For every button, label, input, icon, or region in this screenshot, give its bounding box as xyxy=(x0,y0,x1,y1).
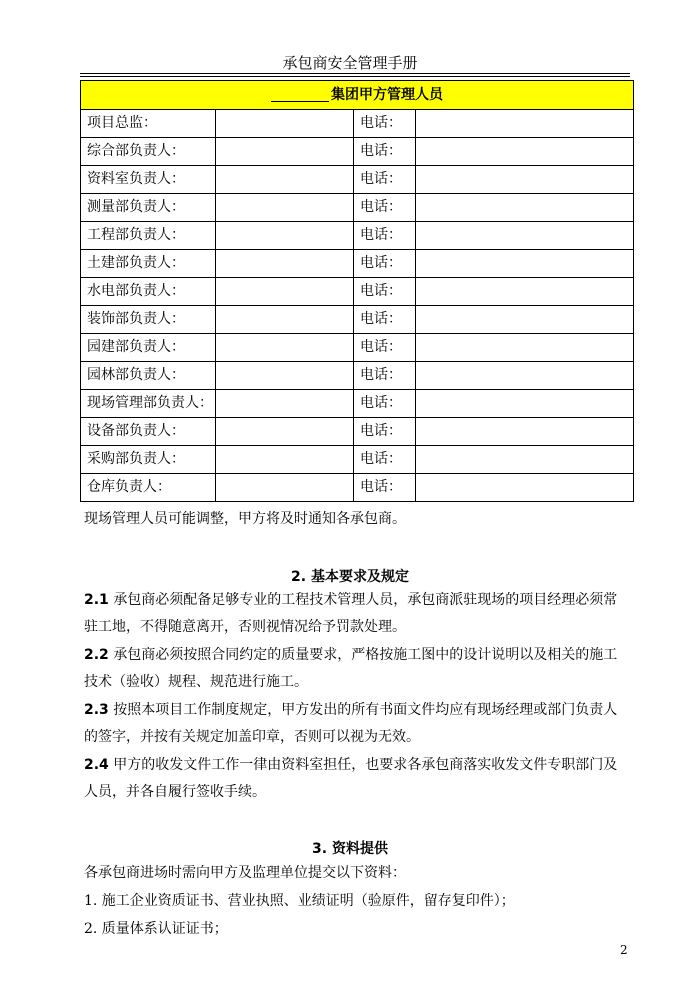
role-label: 项目总监： xyxy=(81,110,216,138)
role-label: 综合部负责人： xyxy=(81,138,216,166)
item-text: 承包商必须配备足够专业的工程技术管理人员，承包商派驻现场的项目经理必须常 xyxy=(113,592,618,608)
header-rule xyxy=(80,73,630,74)
item-2-3-line1 xyxy=(84,701,634,719)
name-cell xyxy=(216,306,354,334)
item-text: 甲方的收发文件工作一律由资料室担任，也要求各承包商落实收发文件专职部门及 xyxy=(113,757,618,773)
phone-cell xyxy=(416,446,634,474)
table-row xyxy=(81,250,634,278)
item-number: 2.4 xyxy=(84,757,109,773)
name-cell xyxy=(216,250,354,278)
item-text: 按照本项目工作制度规定，甲方发出的所有书面文件均应有现场经理或部门负责人 xyxy=(113,702,618,718)
phone-cell xyxy=(416,390,634,418)
phone-label: 电话： xyxy=(354,250,416,278)
item-2-2-line1 xyxy=(84,646,634,664)
management-staff-table xyxy=(80,80,634,502)
role-label: 工程部负责人： xyxy=(81,222,216,250)
name-cell xyxy=(216,446,354,474)
item-2-3-line2: 的签字，并按有关规定加盖印章，否则可以视为无效。 xyxy=(84,729,420,745)
table-row xyxy=(81,474,634,502)
list-item: 2. 质量体系认证证书； xyxy=(84,921,228,937)
item-text: 承包商必须按照合同约定的质量要求，严格按施工图中的设计说明以及相关的施工 xyxy=(113,647,618,663)
phone-label: 电话： xyxy=(354,474,416,502)
table-title-cell xyxy=(81,81,634,110)
phone-label: 电话： xyxy=(354,362,416,390)
phone-label: 电话： xyxy=(354,306,416,334)
page-header-title: 承包商安全管理手册 xyxy=(282,54,418,72)
section-3-intro: 各承包商进场时需向甲方及监理单位提交以下资料： xyxy=(84,865,406,881)
role-label: 资料室负责人： xyxy=(81,166,216,194)
phone-cell xyxy=(416,222,634,250)
table-row xyxy=(81,278,634,306)
phone-label: 电话： xyxy=(354,222,416,250)
table-row xyxy=(81,222,634,250)
table-header-row xyxy=(81,81,634,110)
table-row xyxy=(81,418,634,446)
item-2-1-line1 xyxy=(84,591,634,609)
phone-cell xyxy=(416,110,634,138)
name-cell xyxy=(216,362,354,390)
name-cell xyxy=(216,222,354,250)
item-number: 2.3 xyxy=(84,702,109,718)
phone-label: 电话： xyxy=(354,334,416,362)
name-cell xyxy=(216,110,354,138)
table-row xyxy=(81,166,634,194)
name-cell xyxy=(216,390,354,418)
name-cell xyxy=(216,418,354,446)
phone-label: 电话： xyxy=(354,278,416,306)
phone-label: 电话： xyxy=(354,166,416,194)
table-row xyxy=(81,334,634,362)
phone-label: 电话： xyxy=(354,390,416,418)
item-number: 2.1 xyxy=(84,592,109,608)
item-2-4-line1 xyxy=(84,756,634,774)
role-label: 水电部负责人： xyxy=(81,278,216,306)
table-title: 集团甲方管理人员 xyxy=(331,86,443,103)
table-row xyxy=(81,110,634,138)
phone-cell xyxy=(416,278,634,306)
phone-label: 电话： xyxy=(354,446,416,474)
role-label: 采购部负责人： xyxy=(81,446,216,474)
table-row xyxy=(81,362,634,390)
fill-in-blank xyxy=(271,86,329,102)
item-2-4-line2: 人员，并各自履行签收手续。 xyxy=(84,784,266,800)
section-2-heading: 2. 基本要求及规定 xyxy=(291,569,409,585)
adjustment-note: 现场管理人员可能调整，甲方将及时通知各承包商。 xyxy=(84,511,406,527)
phone-label: 电话： xyxy=(354,194,416,222)
name-cell xyxy=(216,166,354,194)
section-3-heading: 3. 资料提供 xyxy=(312,841,388,857)
phone-label: 电话： xyxy=(354,110,416,138)
header-rule-secondary xyxy=(80,76,630,77)
page-number: 2 xyxy=(620,943,628,957)
item-number: 2.2 xyxy=(84,647,109,663)
phone-cell xyxy=(416,166,634,194)
name-cell xyxy=(216,278,354,306)
table-row xyxy=(81,194,634,222)
role-label: 现场管理部负责人： xyxy=(81,390,216,418)
phone-cell xyxy=(416,306,634,334)
name-cell xyxy=(216,194,354,222)
role-label: 设备部负责人： xyxy=(81,418,216,446)
role-label: 仓库负责人： xyxy=(81,474,216,502)
phone-cell xyxy=(416,362,634,390)
phone-cell xyxy=(416,138,634,166)
phone-cell xyxy=(416,418,634,446)
phone-label: 电话： xyxy=(354,138,416,166)
role-label: 装饰部负责人： xyxy=(81,306,216,334)
name-cell xyxy=(216,474,354,502)
role-label: 园建部负责人： xyxy=(81,334,216,362)
name-cell xyxy=(216,138,354,166)
role-label: 土建部负责人： xyxy=(81,250,216,278)
table-row xyxy=(81,446,634,474)
item-2-2-line2: 技术（验收）规程、规范进行施工。 xyxy=(84,674,308,690)
table-row xyxy=(81,306,634,334)
phone-cell xyxy=(416,474,634,502)
phone-cell xyxy=(416,194,634,222)
item-2-1-line2: 驻工地，不得随意离开，否则视情况给予罚款处理。 xyxy=(84,619,406,635)
list-item: 1. 施工企业资质证书、营业执照、业绩证明（验原件，留存复印件）； xyxy=(84,893,515,909)
phone-label: 电话： xyxy=(354,418,416,446)
table-row xyxy=(81,390,634,418)
role-label: 测量部负责人： xyxy=(81,194,216,222)
name-cell xyxy=(216,334,354,362)
phone-cell xyxy=(416,250,634,278)
table-row xyxy=(81,138,634,166)
role-label: 园林部负责人： xyxy=(81,362,216,390)
phone-cell xyxy=(416,334,634,362)
